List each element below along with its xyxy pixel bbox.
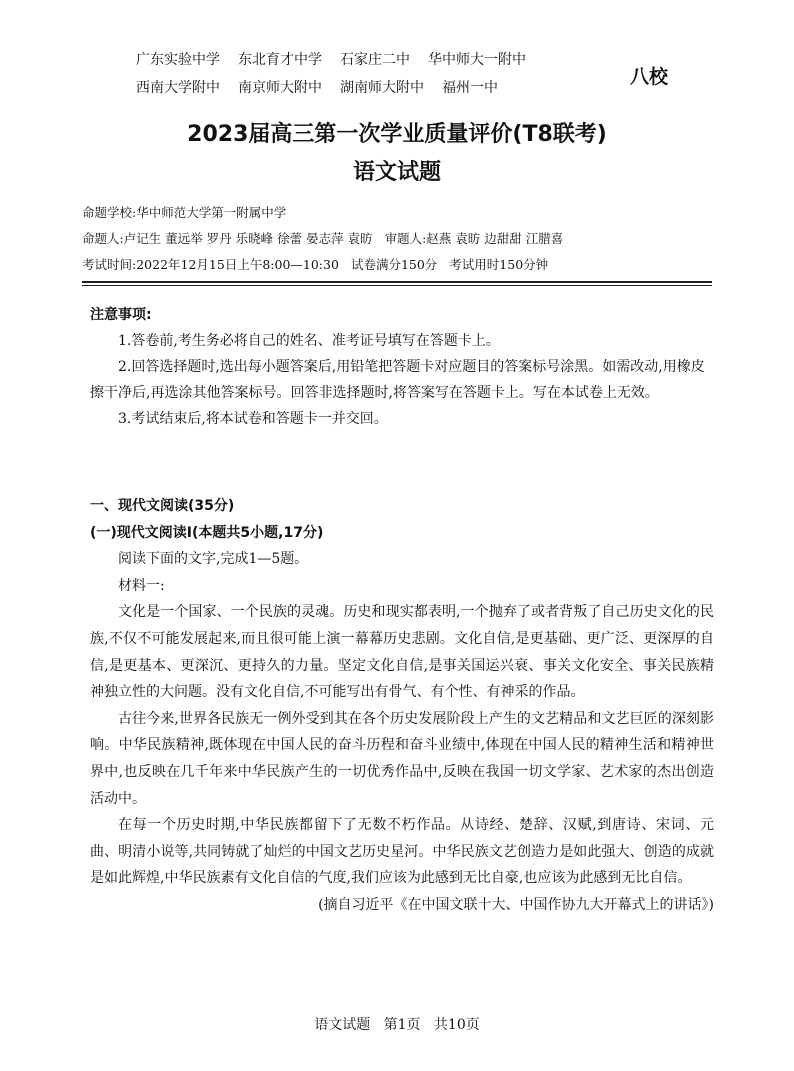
notice-item: 3.考试结束后,将本试卷和答题卡一并交回。 (118, 411, 388, 427)
school-name: 湖南师大附中 (340, 80, 424, 96)
meta-duration: 考试用时150分钟 (449, 257, 549, 272)
school-row-2 (136, 74, 544, 102)
paragraph: 古往今来,世界各民族无一例外受到其在各个历史发展阶段上产生的文艺精品和文艺巨匠的深刻影响。中华民族精神,既体现在中国人民的奋斗历程和奋斗业绩中,体现在中国人民的精神生活和精神世界中,也反映在几千年来中华民族产生的一切优秀作品中,反映在我国一切文学家、艺术家的杰出创造活动中。 (90, 710, 714, 807)
school-name: 西南大学附中 (136, 80, 220, 96)
paragraph: 在每一个历史时期,中华民族都留下了无数不朽作品。从诗经、楚辞、汉赋,到唐诗、宋词、元曲、明清小说等,共同铸就了灿烂的中国文艺历史星河。中华民族文艺创造力是如此强大、创造的成就是如此辉煌,中华民族素有文化自信的气度,我们应该为此感到无比自豪,也应该为此感到无比自信。 (90, 817, 714, 887)
exam-subtitle: 语文试题 (352, 160, 441, 185)
footer-page: 第1页 (383, 1017, 421, 1033)
meta-reviewers: 审题人:赵燕 袁昉 边甜甜 江腊喜 (384, 231, 564, 246)
school-name: 福州一中 (442, 80, 498, 96)
page-footer (0, 1014, 794, 1034)
reading-section (90, 493, 714, 919)
sub-title: (一)现代文阅读Ⅰ(本题共5小题,17分) (90, 524, 324, 541)
paragraph: 文化是一个国家、一个民族的灵魂。历史和现实都表明,一个抛弃了或者背叛了自己历史文化的民族,不仅不可能发展起来,而且很可能上演一幕幕历史悲剧。文化自信,是更基础、更广泛、更深厚的自信,是更基本、更深沉、更持久的力量。坚定文化自信,是事关国运兴衰、事关文化安全、事关民族精神独立性的大问题。没有文化自信,不可能写出有骨气、有个性、有神采的作品。 (90, 604, 714, 701)
notice-heading: 注意事项: (90, 307, 152, 323)
source-citation: (摘自习近平《在中国文联十大、中国作协九大开幕式上的讲话》) (318, 896, 714, 913)
header-divider-thin (82, 285, 712, 286)
meta-staff-row (82, 229, 575, 247)
meta-exam-time: 考试时间:2022年12月15日上午8:00—10:30 (82, 257, 339, 272)
school-name: 东北育才中学 (238, 52, 322, 68)
meta-exam-row (82, 255, 560, 273)
eight-schools-label: 八校 (630, 66, 669, 88)
header-divider-thick (82, 281, 712, 283)
part-title: 一、现代文阅读(35分) (90, 498, 235, 514)
exam-title: 2023届高三第一次学业质量评价(T8联考) (187, 122, 607, 147)
meta-full-score: 试卷满分150分 (350, 257, 438, 272)
notice-item: 2.回答选择题时,选出每小题答案后,用铅笔把答题卡对应题目的答案标号涂黑。如需改动,用橡皮擦干净后,再选涂其他答案标号。回答非选择题时,将答案写在答题卡上。写在本试卷上无效。 (90, 359, 705, 401)
meta-school: 命题学校:华中师范大学第一附属中学 (82, 205, 287, 220)
school-name: 南京师大附中 (238, 80, 322, 96)
school-row-1 (136, 46, 544, 74)
school-name: 广东实验中学 (136, 52, 220, 68)
footer-label: 语文试题 (314, 1017, 371, 1033)
notice-block (90, 302, 714, 432)
school-name: 华中师大一附中 (428, 52, 526, 68)
notice-item: 1.答卷前,考生务必将自己的姓名、准考证号填写在答题卡上。 (118, 333, 500, 349)
material-label: 材料一: (118, 577, 165, 594)
school-name: 石家庄二中 (340, 52, 410, 68)
meta-authors: 命题人:卢记生 董远举 罗丹 乐晓峰 徐蕾 晏志萍 袁昉 (82, 231, 373, 246)
instruction: 阅读下面的文字,完成1—5题。 (118, 551, 309, 568)
school-list (136, 46, 544, 102)
footer-total: 共10页 (433, 1017, 480, 1033)
